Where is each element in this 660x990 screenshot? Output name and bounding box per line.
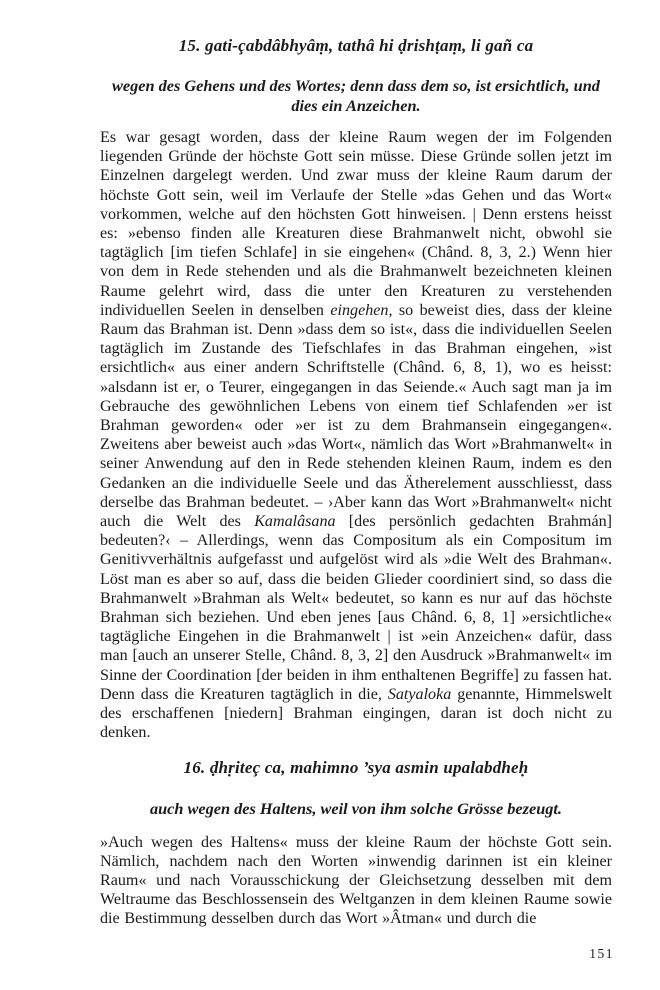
sutra-16-heading: 16. ḍhṛiteç ca, mahimno ’sya asmin upalabdheḥ [183,757,529,777]
sutra-15-heading: 15. gati-çabdâbhyâṃ, tathâ hi ḍrishṭaṃ, li gañ ca [178,36,534,55]
sutra-15-translation: wegen des Gehens und des Wortes; denn dass dem so, ist ersichtlich, und dies ein Anzeichen. [112,76,600,115]
sutra-15-commentary-paragraph: Es war gesagt worden, dass der kleine Raum wegen der im Folgenden liegenden Gründe der höchste Gott sein müsse. Diese Gründe sollen jetzt im Einzelnen dargelegt werden. Und zwar muss der kleine Raum darum der höchste Gott sein, weil im Verlaufe der Stelle »das Gehen und das Wort« vorkommen, welche auf den höchsten Gott hinweisen. | Denn erstens heisst es: »ebenso finden alle Kreaturen diese Brahmanwelt nicht, obwohl sie tagtäglich [im tiefen Schlafe] in sie eingehen« (Chând. 8, 3, 2.) Wenn hier von dem in Rede stehenden und als die Brahmanwelt bezeichneten kleinen Raume gelehrt wird, dass die unter den Kreaturen zu verstehenden individuellen Seelen in denselben eingehen, so beweist dies, dass der kleine Raum das Brahman ist. Denn »dass dem so ist«, dass die individuellen Seelen tagtäglich im Zustande des Tiefschlafes in das Brahman eingehen, »ist ersichtlich« aus einer andern Schriftstelle (Chând. 6, 8, 1), wo es heisst: »alsdann ist er, o Teurer, eingegangen in das Seiende.« Auch sagt man ja im Gebrauche des gewöhnlichen Lebens von einem tief Schlafenden »er ist Brahman geworden« oder »er ist zu dem Brahmansein eingegangen«. Zweitens aber beweist auch »das Wort«, nämlich das Wort »Brahmanwelt« in seiner Anwendung auf den in Rede stehenden kleinen Raum, indem es den Gedanken an die individuelle Seele und das Ätherelement ausschliesst, dass derselbe das Brahman bedeutet. – ›Aber kann das Wort »Brahmanwelt« nicht auch die Welt des Kamalâsana [des persönlich gedachten Brahmán] bedeuten?‹ – Allerdings, wenn das Compositum als ein Compositum im Genitivverhältnis aufgefasst und aufgelöst wird als »die Welt des Brahman«. Löst man es aber so auf, dass die beiden Glieder coordiniert sind, so dass die Brahmanwelt »Brahman als Welt« bedeutet, so kann es nur auf das höchste Brahman sich beziehen. Und eben jenes [aus Chând. 6, 8, 1] »ersichtliche« tagtägliche Eingehen in die Brahmanwelt | ist »ein Anzeichen« dafür, dass man [auch an unserer Stelle, Chând. 8, 3, 2] den Ausdruck »Brahmanwelt« im Sinne der Coordination [der beiden in ihm enthaltenen Begriffe] zu fassen hat. Denn dass die Kreaturen tagtäglich in die, Satyaloka genannte, Himmelswelt des erschaffenen [niedern] Brahman eingingen, daran ist doch nicht zu denken. [100,129,612,742]
section-sutra-15 [100,36,612,743]
sutra-16-translation: auch wegen des Haltens, weil von ihm solche Grösse bezeugt. [149,798,563,818]
page-number: 151 [589,946,614,961]
section-sutra-16 [100,758,612,929]
sutra-16-commentary-paragraph: »Auch wegen des Haltens« muss der kleine Raum der höchste Gott sein. Nämlich, nachdem nach den Worten »inwendig darinnen ist ein kleiner Raum« und nach Vorausschickung der Gleichsetzung desselben mit dem Weltraume das Beschlossensein des Weltganzen in dem kleinen Raume sowie die Bestimmung desselben durch das Wort »Âtman« und durch die [100,833,612,928]
